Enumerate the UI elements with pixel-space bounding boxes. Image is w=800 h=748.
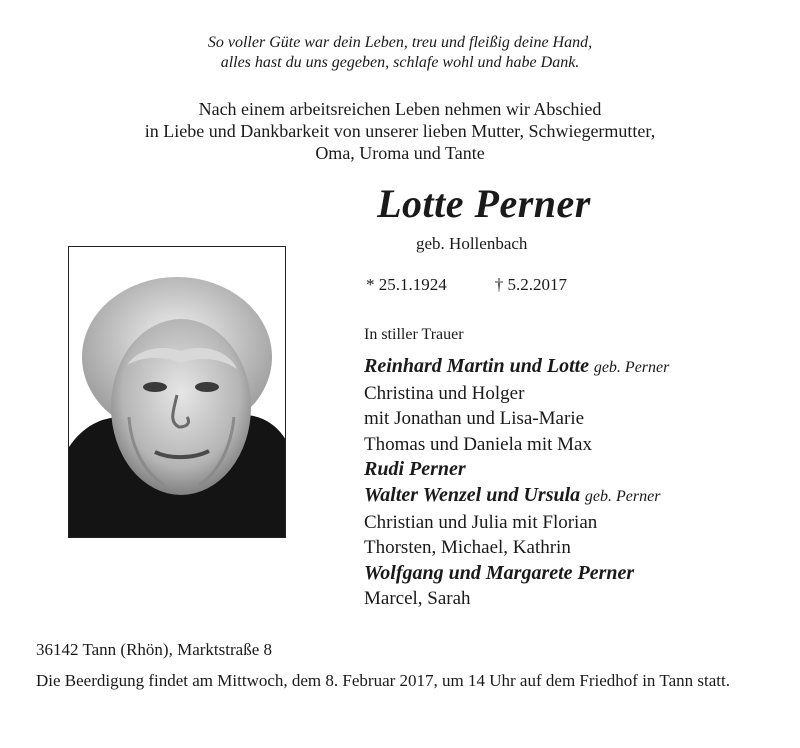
mourning-title: In stiller Trauer: [364, 326, 464, 343]
birth-date: * 25.1.1924: [366, 275, 447, 294]
mourner-line: [364, 561, 669, 587]
mourner-main: Walter Wenzel und Ursula: [364, 483, 581, 506]
mourner-note: geb. Perner: [593, 359, 670, 376]
motto-line-2: alles hast du uns gegeben, schlafe wohl und habe Dank.: [220, 54, 580, 71]
mourner-line: [364, 354, 669, 381]
mourner-note: geb. Perner: [584, 487, 661, 505]
mourner-line: [364, 483, 669, 510]
funeral-notice: Die Beerdigung findet am Mittwoch, dem 8. Februar 2017, um 14 Uhr auf dem Friedhof in Tann statt.: [36, 671, 730, 690]
motto-line-1: So voller Güte war dein Leben, treu und fleißig deine Hand,: [207, 34, 593, 51]
mourner-main: Rudi Perner: [364, 458, 466, 481]
mourners-list: [364, 354, 669, 612]
intro-text: [0, 98, 800, 164]
portrait-photo-image: [69, 247, 286, 538]
mourner-main: Reinhard Martin und Lotte: [364, 355, 590, 377]
mourner-line: [364, 457, 669, 483]
mourner-line: Christina und Holger: [364, 382, 525, 404]
mourner-line: Christian und Julia mit Florian: [364, 511, 598, 533]
intro-line-3: Oma, Uroma und Tante: [315, 143, 485, 163]
life-dates: [366, 275, 567, 295]
deceased-name: Lotte Perner: [377, 181, 591, 226]
mourner-main: Wolfgang und Margarete Perner: [364, 561, 635, 584]
portrait-photo: [68, 246, 286, 538]
born-name: geb. Hollenbach: [416, 234, 528, 253]
death-date: † 5.2.2017: [494, 275, 567, 294]
address: 36142 Tann (Rhön), Marktstraße 8: [36, 640, 272, 659]
intro-line-2: in Liebe und Dankbarkeit von unserer lieben Mutter, Schwiegermutter,: [144, 121, 656, 141]
mourner-line: Thomas und Daniela mit Max: [364, 433, 592, 455]
intro-line-1: Nach einem arbeitsreichen Leben nehmen wir Abschied: [198, 99, 602, 119]
mourner-line: Thorsten, Michael, Kathrin: [364, 537, 571, 559]
mourner-line: mit Jonathan und Lisa-Marie: [364, 408, 585, 430]
motto-verse: [0, 33, 800, 73]
mourner-line: Marcel, Sarah: [364, 588, 471, 610]
